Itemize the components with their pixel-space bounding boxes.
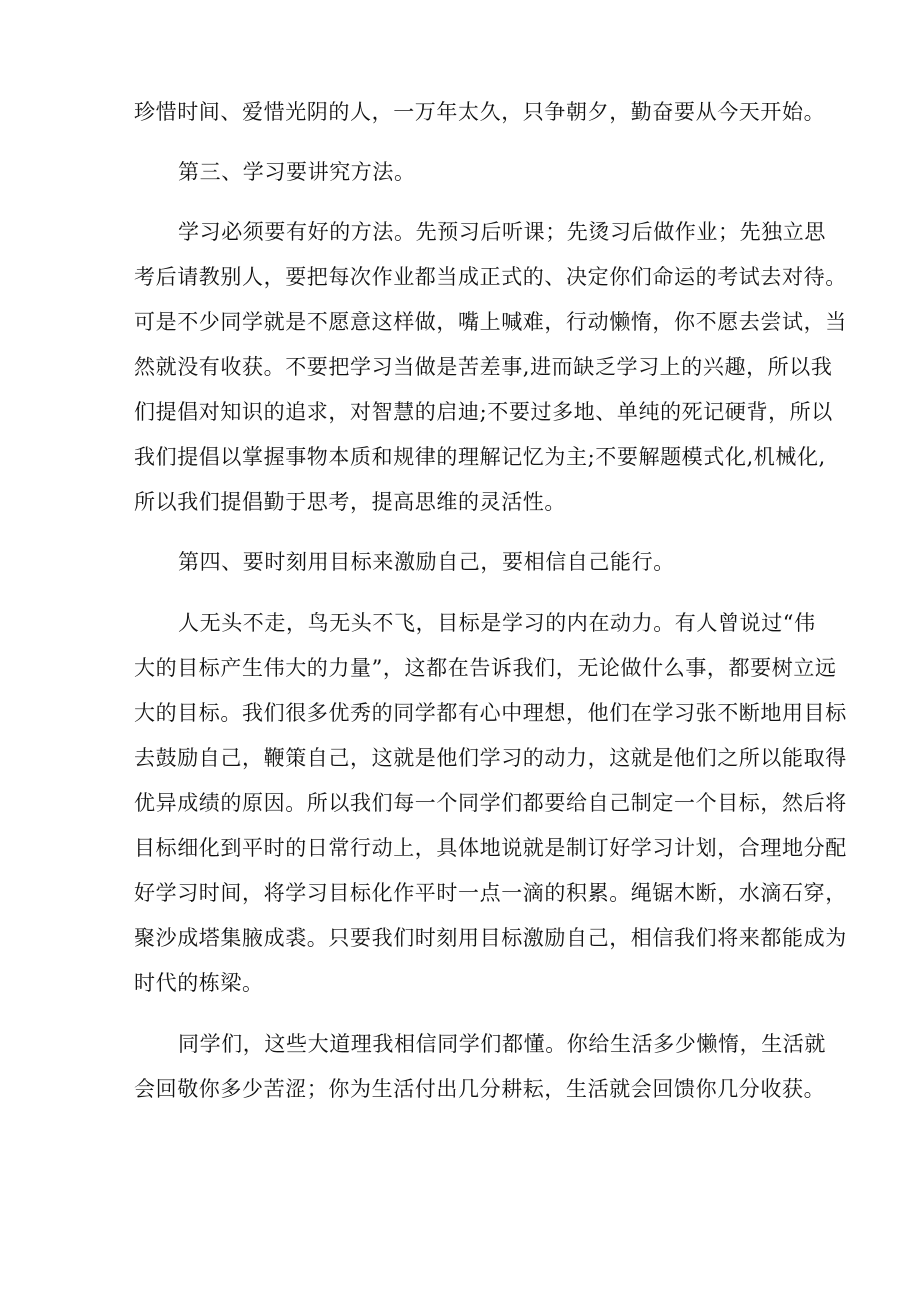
text-line: 人无头不走，鸟无头不飞，目标是学习的内在动力。有人曾说过“伟 <box>178 611 816 635</box>
text-line: 好学习时间，将学习目标化作平时一点一滴的积累。绳锯木断，水滴石穿， <box>134 881 847 905</box>
text-line: 可是不少同学就是不愿意这样做，嘴上喊难，行动懒惰，你不愿去尝试，当 <box>134 310 847 334</box>
text-line: 大的目标产生伟大的力量”，这都在告诉我们，无论做什么事，都要树立远 <box>134 656 837 680</box>
text-line: 目标细化到平时的日常行动上，具体地说就是制订好学习计划，合理地分配 <box>134 836 847 860</box>
text-line: 所以我们提倡勤于思考，提高思维的灵活性。 <box>134 490 566 514</box>
text-line: 聚沙成塔集腋成裘。只要我们时刻用目标激励自己，相信我们将来都能成为 <box>134 926 847 950</box>
text-line: 时代的栋梁。 <box>134 971 264 995</box>
section-heading: 第三、学习要讲究方法。 <box>178 160 416 184</box>
text-line: 珍惜时间、爱惜光阴的人，一万年太久，只争朝夕，勤奋要从今天开始。 <box>134 100 826 124</box>
text-line: 然就没有收获。不要把学习当做是苦差事,进而缺乏学习上的兴趣，所以我 <box>134 355 833 379</box>
text-line: 优异成绩的原因。所以我们每一个同学们都要给自己制定一个目标，然后将 <box>134 791 847 815</box>
text-line: 我们提倡以掌握事物本质和规律的理解记忆为主;不要解题模式化,机械化, <box>134 445 826 469</box>
section-heading: 第四、要时刻用目标来激励自己，要相信自己能行。 <box>178 550 675 574</box>
text-line: 大的目标。我们很多优秀的同学都有心中理想，他们在学习张不断地用目标 <box>134 701 847 725</box>
text-line: 们提倡对知识的追求，对智慧的启迪;不要过多地、单纯的死记硬背，所以 <box>134 400 833 424</box>
text-line: 会回敬你多少苦涩；你为生活付出几分耕耘，生活就会回馈你几分收获。 <box>134 1077 826 1101</box>
text-line: 学习必须要有好的方法。先预习后听课；先烫习后做作业；先独立思 <box>178 220 826 244</box>
text-line: 同学们，这些大道理我相信同学们都懂。你给生活多少懒惰，生活就 <box>178 1032 826 1056</box>
text-line: 去鼓励自己，鞭策自己，这就是他们学习的动力，这就是他们之所以能取得 <box>134 746 847 770</box>
text-line: 考后请教别人，要把每次作业都当成正式的、决定你们命运的考试去对待。 <box>134 265 847 289</box>
